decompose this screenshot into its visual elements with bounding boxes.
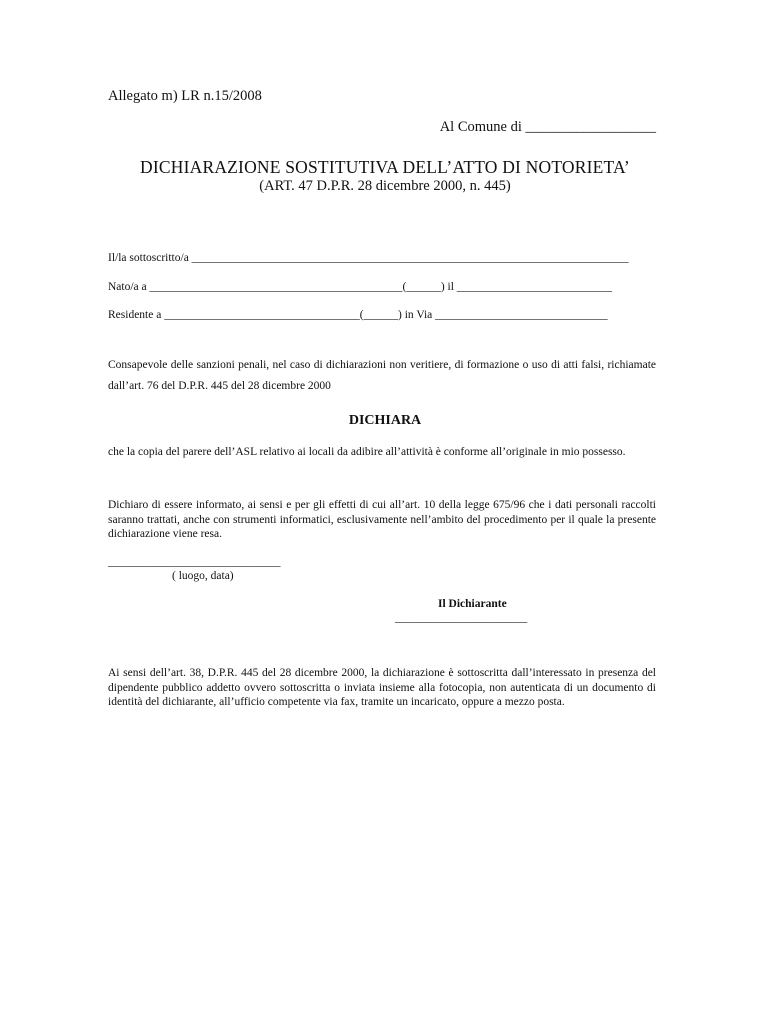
municipality-line: Al Comune di __________________ — [439, 119, 656, 135]
document-title: DICHIARAZIONE SOSTITUTIVA DELL’ATTO DI NOTORIETA’ — [140, 157, 630, 177]
signer-label: Il Dichiarante — [438, 598, 507, 610]
place-date-line: ______________________________ — [108, 556, 281, 568]
paragraph-privacy: Dichiaro di essere informato, ai sensi e per gli effetti di cui all’art. 10 della legge 675/96 che i dati personali raccolti saranno trattati, anche con strumenti informatici, esclusivamente nell’ambito del procedimento per il quale la presente dichiarazione viene resa. — [108, 499, 656, 540]
paragraph-consapevole: Consapevole delle sanzioni penali, nel caso di dichiarazioni non veritiere, di formazione o uso di atti falsi, richiamate dall’art. 76 del D.P.R. 445 del 28 dicembre 2000 — [108, 359, 656, 392]
field-sottoscritto: Il/la sottoscritto/a ____________________________________________________________________________ — [108, 252, 629, 264]
document-subtitle: (ART. 47 D.P.R. 28 dicembre 2000, n. 445) — [259, 178, 511, 194]
dichiara-heading: DICHIARA — [348, 413, 422, 428]
place-date-label: ( luogo, data) — [172, 570, 234, 582]
field-nato: Nato/a a ____________________________________________(______) il ___________________________ — [108, 281, 613, 293]
annex-reference: Allegato m) LR n.15/2008 — [108, 88, 262, 104]
paragraph-copia: che la copia del parere dell’ASL relativo ai locali da adibire all’attività è conforme all’originale in mio possesso. — [108, 446, 626, 458]
field-residente: Residente a __________________________________(______) in Via ______________________________ — [108, 309, 608, 321]
footer-note: Ai sensi dell’art. 38, D.P.R. 445 del 28 dicembre 2000, la dichiarazione è sottoscritta dall’interessato in presenza del dipendente pubblico addetto ovvero sottoscritta o inviata insieme alla fotocopia, non autenticata di un documento di identità del dichiarante, all’ufficio competente via fax, tramite un incaricato, oppure a mezzo posta. — [108, 667, 656, 708]
signature-line: _______________________ — [395, 612, 528, 624]
